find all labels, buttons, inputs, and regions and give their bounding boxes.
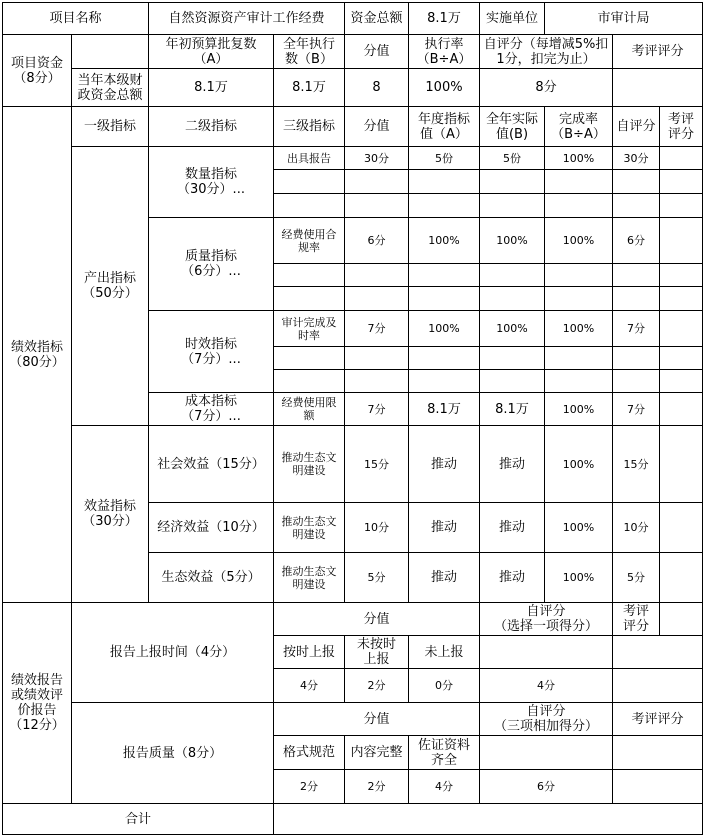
funds-section-label: 项目资金 （8分） [2, 35, 72, 107]
benefit-indicator-label: 效益指标 （30分） [72, 426, 149, 603]
rate-cell: 100% [545, 218, 613, 264]
report-time-self-score: 4分 [480, 669, 613, 703]
empty-cell [660, 603, 703, 636]
funds-score: 8 [345, 69, 409, 107]
report-opt-evidence: 佐证资料 齐全 [409, 736, 480, 770]
perf-h-score: 分值 [345, 107, 409, 147]
impl-unit-label: 实施单位 [480, 2, 545, 35]
cost-indicator-label: 成本指标 （7分）... [149, 393, 274, 426]
empty-cell [613, 370, 660, 393]
empty-cell [274, 264, 345, 287]
report-quality-self-score: 6分 [480, 770, 613, 804]
target-cell: 推动 [409, 426, 480, 503]
review-cell [660, 147, 703, 170]
report-time-review-score [613, 669, 703, 703]
report-quality-review-header: 考评评分 [613, 703, 703, 736]
project-name-value: 自然资源资产审计工作经费 [149, 2, 345, 35]
report-val-complete: 2分 [345, 770, 409, 804]
review-cell [660, 311, 703, 347]
score-cell: 7分 [345, 311, 409, 347]
perf-h-l3: 三级指标 [274, 107, 345, 147]
impl-unit-value: 市审计局 [545, 2, 703, 35]
target-cell: 100% [409, 218, 480, 264]
score-cell: 7分 [345, 393, 409, 426]
funds-col-exec: 全年执行 数（B） [274, 35, 345, 69]
total-label: 合计 [2, 804, 274, 835]
self-score-cell: 7分 [613, 311, 660, 347]
review-cell [660, 218, 703, 264]
l3-indicator-cell: 出具报告 [274, 147, 345, 170]
funds-review [613, 69, 703, 107]
empty-cell [409, 264, 480, 287]
self-score-cell: 10分 [613, 503, 660, 553]
social-benefit-label: 社会效益（15分） [149, 426, 274, 503]
empty-cell [480, 194, 545, 218]
actual-cell: 推动 [480, 553, 545, 603]
report-section-label: 绩效报告 或绩效评 价报告 （12分） [2, 603, 72, 804]
actual-cell: 推动 [480, 503, 545, 553]
empty-cell [409, 287, 480, 311]
funds-col-rate: 执行率 （B÷A） [409, 35, 480, 69]
score-cell: 15分 [345, 426, 409, 503]
report-quality-review-score [613, 770, 703, 804]
rate-cell: 100% [545, 503, 613, 553]
perf-section-label: 绩效指标 （80分） [2, 107, 72, 603]
empty-cell [545, 194, 613, 218]
empty-cell [274, 170, 345, 194]
empty-cell [545, 347, 613, 370]
target-cell: 100% [409, 311, 480, 347]
funds-header-blank [72, 35, 149, 69]
report-time-score-header: 分值 [274, 603, 480, 636]
empty-cell [409, 347, 480, 370]
perf-h-rate: 完成率 （B÷A） [545, 107, 613, 147]
perf-h-actual: 全年实际 值(B) [480, 107, 545, 147]
funds-rate: 100% [409, 69, 480, 107]
score-cell: 10分 [345, 503, 409, 553]
report-opt-none: 未上报 [409, 636, 480, 669]
rate-cell: 100% [545, 311, 613, 347]
total-funds-value: 8.1万 [409, 2, 480, 35]
review-cell [660, 426, 703, 503]
target-cell: 8.1万 [409, 393, 480, 426]
target-cell: 推动 [409, 553, 480, 603]
actual-cell: 5份 [480, 147, 545, 170]
empty-cell [409, 170, 480, 194]
self-score-cell: 5分 [613, 553, 660, 603]
empty-cell [613, 636, 703, 669]
review-cell [660, 393, 703, 426]
rate-cell: 100% [545, 147, 613, 170]
empty-cell [480, 636, 613, 669]
empty-cell [345, 287, 409, 311]
score-cell: 30分 [345, 147, 409, 170]
empty-cell [480, 347, 545, 370]
empty-cell [660, 170, 703, 194]
l3-indicator-cell: 推动生态文 明建设 [274, 503, 345, 553]
empty-cell [613, 264, 660, 287]
report-val-format: 2分 [274, 770, 345, 804]
empty-cell [345, 170, 409, 194]
empty-cell [613, 736, 703, 770]
report-time-label: 报告上报时间（4分） [72, 603, 274, 703]
self-score-cell: 15分 [613, 426, 660, 503]
empty-cell [660, 347, 703, 370]
empty-cell [545, 264, 613, 287]
score-cell: 6分 [345, 218, 409, 264]
self-score-cell: 7分 [613, 393, 660, 426]
empty-cell [409, 370, 480, 393]
empty-cell [274, 287, 345, 311]
empty-cell [480, 287, 545, 311]
target-cell: 推动 [409, 503, 480, 553]
total-funds-label: 资金总额 [345, 2, 409, 35]
funds-col-self: 自评分（每增减5%扣 1分，扣完为止） [480, 35, 613, 69]
rate-cell: 100% [545, 393, 613, 426]
report-time-self-header: 自评分 （选择一项得分） [480, 603, 613, 636]
empty-cell [274, 347, 345, 370]
quality-indicator-label: 质量指标 （6分）... [149, 218, 274, 311]
actual-cell: 8.1万 [480, 393, 545, 426]
actual-cell: 推动 [480, 426, 545, 503]
empty-cell [660, 370, 703, 393]
rate-cell: 100% [545, 553, 613, 603]
perf-h-review: 考评 评分 [660, 107, 703, 147]
total-value [274, 804, 703, 835]
review-cell [660, 503, 703, 553]
self-score-cell: 6分 [613, 218, 660, 264]
empty-cell [660, 287, 703, 311]
funds-col-review: 考评评分 [613, 35, 703, 69]
empty-cell [345, 370, 409, 393]
report-opt-late: 未按时 上报 [345, 636, 409, 669]
actual-cell: 100% [480, 218, 545, 264]
report-quality-label: 报告质量（8分） [72, 703, 274, 804]
timeliness-indicator-label: 时效指标 （7分）... [149, 311, 274, 393]
empty-cell [545, 287, 613, 311]
actual-cell: 100% [480, 311, 545, 347]
report-time-review-header: 考评 评分 [613, 603, 660, 636]
empty-cell [480, 736, 613, 770]
funds-col-score: 分值 [345, 35, 409, 69]
quantity-indicator-label: 数量指标 （30分）... [149, 147, 274, 218]
empty-cell [613, 347, 660, 370]
report-val-ontime: 4分 [274, 669, 345, 703]
l3-indicator-cell: 审计完成及 时率 [274, 311, 345, 347]
report-val-none: 0分 [409, 669, 480, 703]
empty-cell [274, 370, 345, 393]
perf-h-target: 年度指标 值（A） [409, 107, 480, 147]
review-cell [660, 553, 703, 603]
empty-cell [613, 287, 660, 311]
project-name-label: 项目名称 [2, 2, 149, 35]
empty-cell [345, 264, 409, 287]
funds-budget: 8.1万 [149, 69, 274, 107]
output-indicator-label: 产出指标 （50分） [72, 147, 149, 426]
empty-cell [545, 370, 613, 393]
funds-col-budget: 年初预算批复数 （A） [149, 35, 274, 69]
rate-cell: 100% [545, 426, 613, 503]
report-val-late: 2分 [345, 669, 409, 703]
empty-cell [480, 170, 545, 194]
report-opt-format: 格式规范 [274, 736, 345, 770]
funds-row-label: 当年本级财 政资金总额 [72, 69, 149, 107]
report-quality-self-header: 自评分 （三项相加得分） [480, 703, 613, 736]
perf-h-l2: 二级指标 [149, 107, 274, 147]
empty-cell [480, 370, 545, 393]
l3-indicator-cell: 推动生态文 明建设 [274, 426, 345, 503]
report-val-evidence: 4分 [409, 770, 480, 804]
empty-cell [545, 170, 613, 194]
empty-cell [409, 194, 480, 218]
empty-cell [345, 194, 409, 218]
empty-cell [613, 170, 660, 194]
empty-cell [660, 194, 703, 218]
score-cell: 5分 [345, 553, 409, 603]
funds-exec: 8.1万 [274, 69, 345, 107]
l3-indicator-cell: 经费使用限 额 [274, 393, 345, 426]
empty-cell [660, 264, 703, 287]
target-cell: 5份 [409, 147, 480, 170]
empty-cell [480, 264, 545, 287]
ecological-benefit-label: 生态效益（5分） [149, 553, 274, 603]
report-opt-ontime: 按时上报 [274, 636, 345, 669]
perf-h-l1: 一级指标 [72, 107, 149, 147]
funds-self: 8分 [480, 69, 613, 107]
economic-benefit-label: 经济效益（10分） [149, 503, 274, 553]
l3-indicator-cell: 经费使用合 规率 [274, 218, 345, 264]
empty-cell [345, 347, 409, 370]
self-score-cell: 30分 [613, 147, 660, 170]
empty-cell [274, 194, 345, 218]
perf-h-self: 自评分 [613, 107, 660, 147]
empty-cell [613, 194, 660, 218]
report-opt-complete: 内容完整 [345, 736, 409, 770]
report-quality-score-header: 分值 [274, 703, 480, 736]
l3-indicator-cell: 推动生态文 明建设 [274, 553, 345, 603]
